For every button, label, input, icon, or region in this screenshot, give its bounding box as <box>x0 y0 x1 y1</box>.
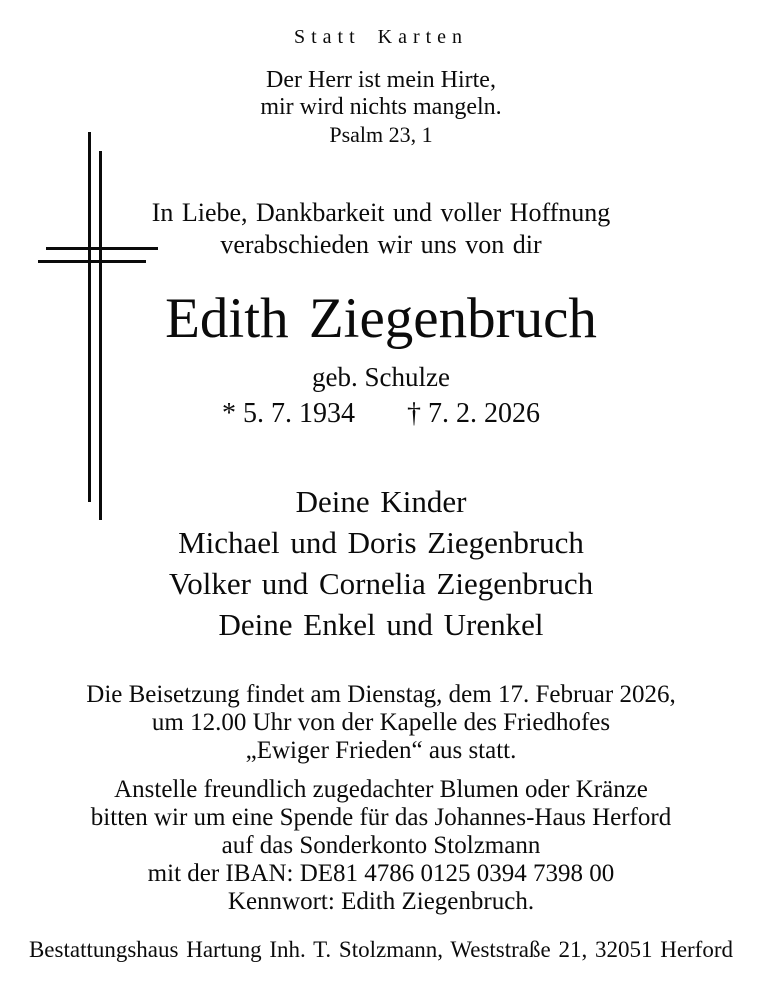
donation-info-line: Anstelle freundlich zugedachter Blumen oder Kränze <box>114 776 648 803</box>
psalm-reference: Psalm 23, 1 <box>329 122 433 147</box>
life-dates <box>0 398 762 430</box>
deceased-name: Edith Ziegenbruch <box>165 287 597 350</box>
bible-verse-line-2: mir wird nichts mangeln. <box>260 94 502 120</box>
donation-info-line: auf das Sonderkonto Stolzmann <box>221 832 541 859</box>
donation-info-line: bitten wir um eine Spende für das Johannes-Haus Herford <box>90 804 672 831</box>
intro-text <box>0 197 762 261</box>
birth-date: * 5. 7. 1934 <box>222 398 355 429</box>
mourner-line: Michael und Doris Ziegenbruch <box>178 525 584 560</box>
mourner-line: Deine Enkel und Urenkel <box>218 607 544 642</box>
funeral-home-info: Bestattungshaus Hartung Inh. T. Stolzmann, Weststraße 21, 32051 Herford <box>28 937 734 962</box>
donation-info-line: Kennwort: Edith Ziegenbruch. <box>227 888 535 915</box>
funeral-info-line: um 12.00 Uhr von der Kapelle des Friedhofes <box>151 709 611 736</box>
funeral-details <box>0 681 762 765</box>
death-date: † 7. 2. 2026 <box>407 398 540 429</box>
mourner-line: Volker und Cornelia Ziegenbruch <box>168 566 594 601</box>
intro-line-1: In Liebe, Dankbarkeit und voller Hoffnung <box>151 198 611 227</box>
mourners-list <box>0 481 762 645</box>
maiden-name: geb. Schulze <box>312 362 450 392</box>
bible-verse <box>0 67 762 121</box>
donation-info-line: mit der IBAN: DE81 4786 0125 0394 7398 00 <box>147 860 615 887</box>
mourner-line: Deine Kinder <box>295 484 467 519</box>
bible-verse-line-1: Der Herr ist mein Hirte, <box>266 67 496 93</box>
intro-line-2: verabschieden wir uns von dir <box>220 230 542 259</box>
donation-details <box>0 776 762 916</box>
statt-karten-label: Statt Karten <box>293 26 469 48</box>
funeral-info-line: Die Beisetzung findet am Dienstag, dem 17. Februar 2026, <box>86 681 676 708</box>
funeral-info-line: „Ewiger Frieden“ aus statt. <box>245 737 517 764</box>
